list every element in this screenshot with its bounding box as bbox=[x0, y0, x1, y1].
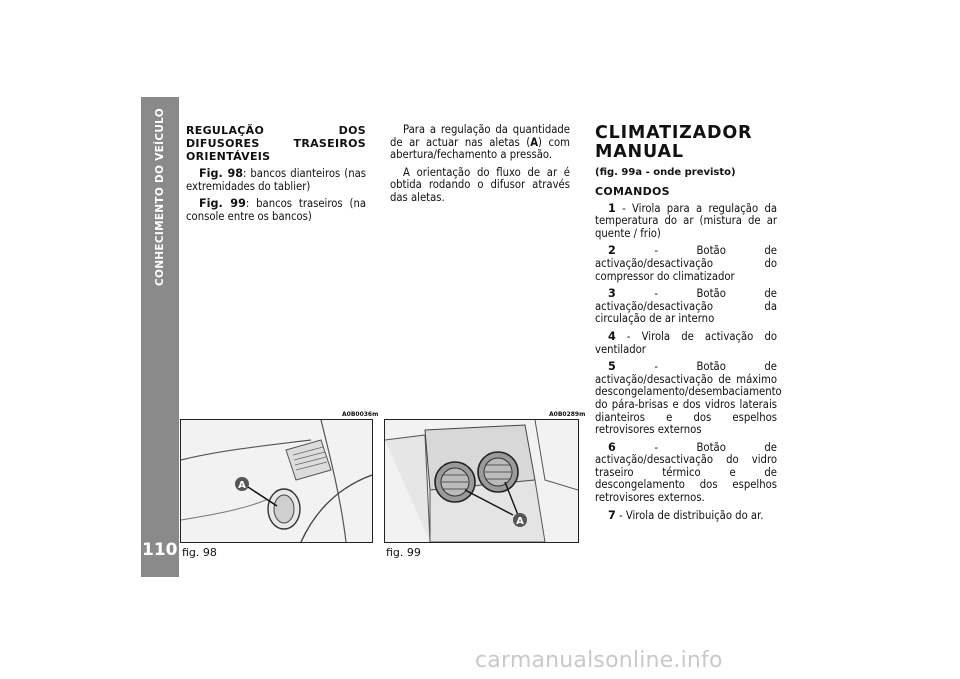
control-item bbox=[595, 442, 777, 505]
control-item-number: 3 bbox=[608, 287, 616, 301]
fig99-text: : bancos traseiros (na console entre os bancos) bbox=[186, 197, 366, 223]
control-item bbox=[595, 245, 777, 283]
control-item-text: - Virola de activação do ventilador bbox=[595, 329, 777, 356]
control-item-text: - Virola para a regulação da temperatura do ar (mistura de ar quente / frio) bbox=[595, 201, 777, 240]
watermark: carmanualsonline.info bbox=[475, 648, 723, 673]
control-item-text: - Botão de activação/desactivação da circulação de ar interno bbox=[595, 287, 777, 326]
control-item bbox=[595, 331, 777, 356]
control-item-number: 4 bbox=[608, 329, 616, 343]
fig99-code: A0B0289m bbox=[549, 411, 586, 418]
controls-heading: COMANDOS bbox=[595, 184, 670, 198]
fig99-paragraph bbox=[186, 198, 366, 223]
control-item-number: 5 bbox=[608, 360, 616, 374]
climatizer-title: CLIMATIZADOR MANUAL bbox=[595, 123, 753, 162]
control-item-number: 7 bbox=[608, 508, 616, 522]
fig98-text: : bancos dianteiros (nas extremidades do tablier) bbox=[186, 167, 366, 193]
page-number: 110 bbox=[142, 540, 178, 560]
fig98-illustration bbox=[181, 420, 372, 542]
fig98-paragraph bbox=[186, 168, 366, 193]
flow-direction-paragraph: A orientação do fluxo de ar é obtida rodando o difusor através das aletas. bbox=[390, 165, 570, 204]
control-item bbox=[595, 288, 777, 326]
control-item bbox=[595, 510, 777, 523]
fig99-label-a: A bbox=[516, 516, 524, 527]
control-item-number: 6 bbox=[608, 440, 616, 454]
control-item-text: - Botão de activação/desactivação do compressor do climatizador bbox=[595, 244, 777, 283]
control-item-text: - Botão de activação/desactivação do vidro traseiro térmico e de descongelamento dos espelhos retrovisores externos. bbox=[595, 440, 777, 505]
fig98-ref: Fig. 98 bbox=[199, 167, 244, 180]
control-item-number: 1 bbox=[608, 201, 616, 215]
climatizer-subtitle: (fig. 99a - onde previsto) bbox=[595, 167, 736, 178]
section-sidebar-title: CONHECIMENTO DO VEÍCULO bbox=[154, 107, 166, 287]
column-2 bbox=[390, 124, 570, 210]
fig99-caption: fig. 99 bbox=[386, 546, 421, 559]
fig98-code: A0B0036m bbox=[342, 411, 379, 418]
fig98-image bbox=[180, 419, 373, 543]
fig98-label-a: A bbox=[238, 480, 246, 491]
control-item bbox=[595, 360, 782, 437]
flow-quantity-text-a: Para a regulação da quantidade de ar actuar nas aletas ( bbox=[390, 123, 570, 149]
column-1 bbox=[186, 124, 366, 228]
fig99-image bbox=[384, 419, 579, 543]
control-item-text: - Botão de activação/desactivação de máximo descongelamento/desembaciamento do pára-brisas e dos vidros laterais dianteiros e dos espelhos retrovisores externos bbox=[595, 360, 782, 437]
section-heading-rear-vents: REGULAÇÃO DOS DIFUSORES TRASEIROS ORIENTÁVEIS bbox=[186, 124, 366, 163]
label-a-ref: A bbox=[530, 135, 539, 149]
fig98-caption: fig. 98 bbox=[182, 546, 217, 559]
control-item-number: 2 bbox=[608, 244, 616, 258]
control-item-text: - Virola de distribuição do ar. bbox=[615, 508, 764, 522]
column-3 bbox=[595, 123, 782, 527]
fig99-illustration bbox=[385, 420, 578, 542]
flow-quantity-paragraph bbox=[390, 124, 570, 162]
controls-list bbox=[595, 201, 782, 523]
fig99-ref: Fig. 99 bbox=[199, 197, 246, 211]
section-sidebar-title-wrap bbox=[141, 97, 179, 297]
flow-quantity-text-b: ) com abertura/fechamento a pressão. bbox=[390, 135, 570, 162]
control-item bbox=[595, 203, 777, 241]
